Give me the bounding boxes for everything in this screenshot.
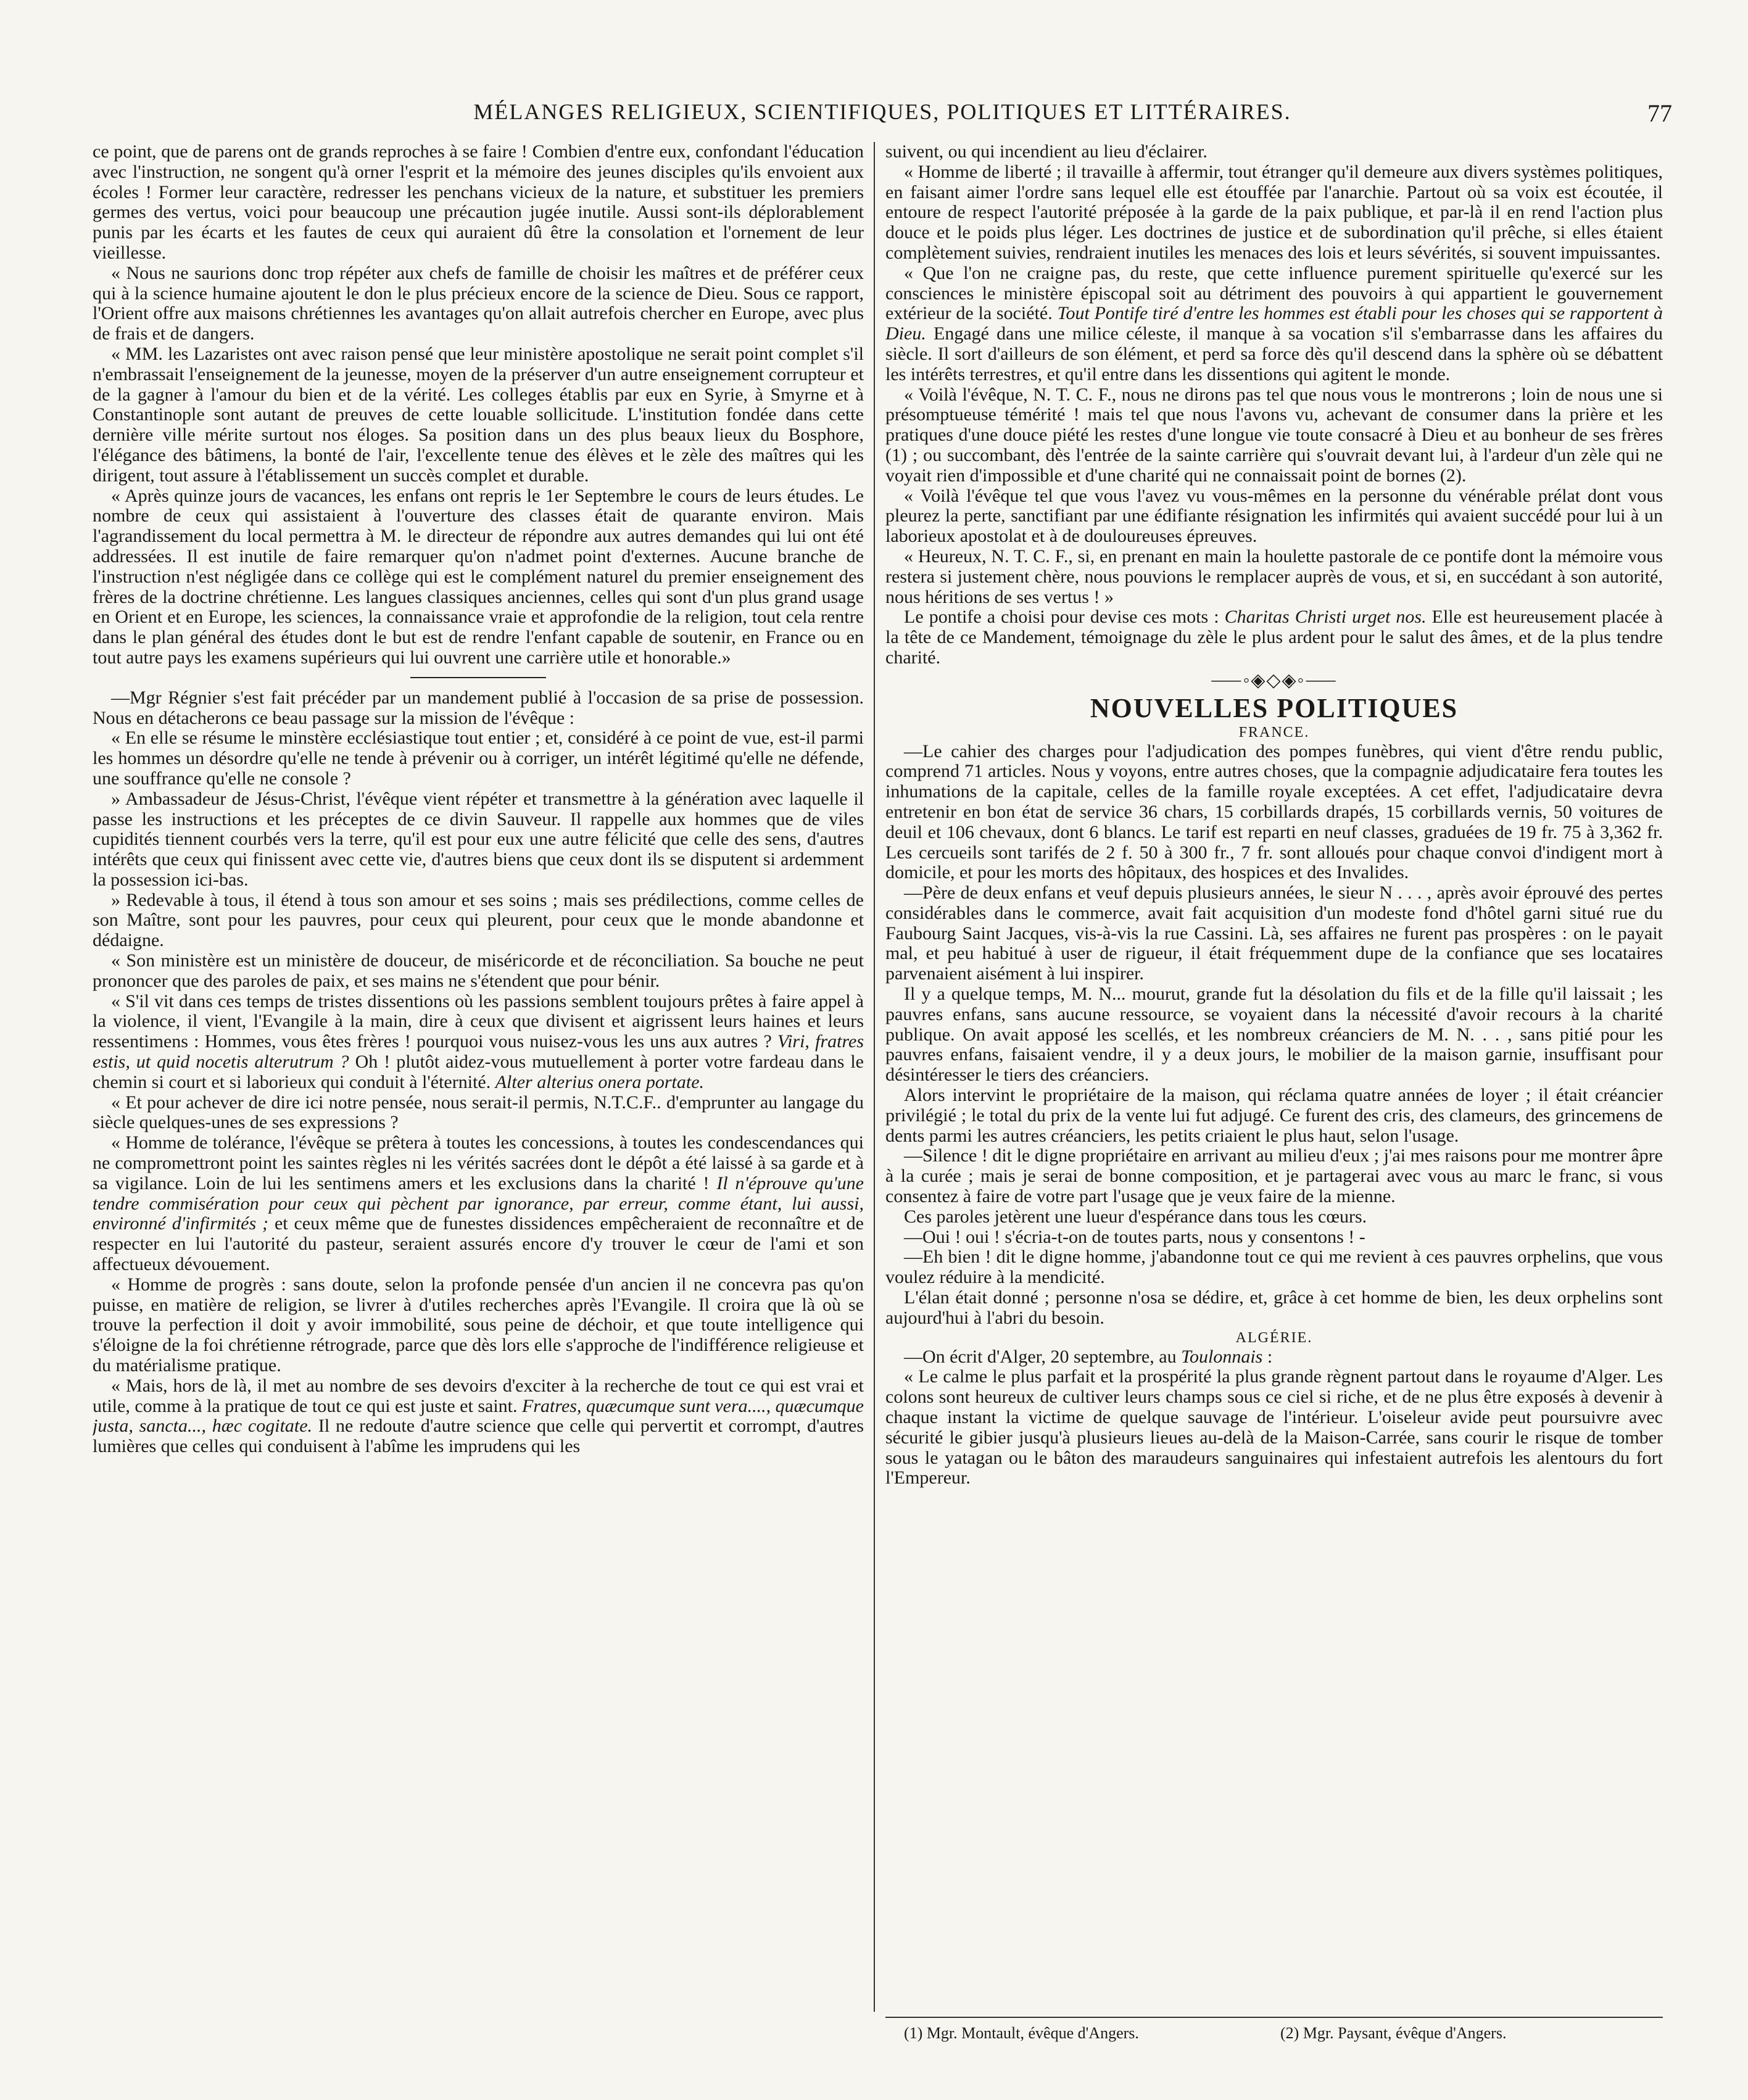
subhead-algerie: ALGÉRIE. [1235,1329,1313,1346]
paragraph: « Nous ne saurions donc trop répéter aux chefs de famille de choisir les maîtres et de préférer ceux qui à la science humaine ajoutent le don le plus précieux encore de la science de Dieu. Sous ce rapport, l'Orient offre aux maisons chrétiennes les avantages qu'on allait autrefois chercher en Europe, avec plus de frais et de dangers. [93,262,864,344]
paragraph: suivent, ou qui incendient au lieu d'éclairer. [885,142,1207,162]
text-run: Le pontife a choisi pour devise ces mots : [904,607,1225,628]
ornament-divider: ⸺◦◈◇◈◦⸺ [1210,670,1338,691]
text-run: : [1262,1346,1273,1367]
page-number: 77 [1647,99,1672,127]
left-column [93,142,864,2061]
text-run: —On écrit d'Alger, 20 septembre, au [904,1346,1182,1367]
paragraph: « Voilà l'évêque tel que vous l'avez vu vous-mêmes en la personne du vénérable prélat dont vous pleurez la perte, sanctifiant par une édifiante résignation les infirmités qui avaient succédé pour lui à un laborieux apostolat et à de douloureuses épreuves. [885,485,1663,547]
newspaper-name: Toulonnais [1181,1346,1263,1367]
footnote-1: (1) Mgr. Montault, évêque d'Angers. [904,2024,1139,2042]
paragraph: —Silence ! dit le digne propriétaire en arrivant au milieu d'eux ; j'ai mes raisons pour me montrer âpre à la curée ; mais je serai de bonne composition, et je partagerai avec vous au marc le franc, si vous consentez à faire de votre part l'usage que je veux faire de la mienne. [885,1145,1663,1207]
paragraph: Il y a quelque temps, M. N... mourut, grande fut la désolation du fils et de la fille qu'il laissait ; les pauvres enfans, sans aucune ressource, se voyaient dans la nécessité d'avoir recours à la charité publique. On avait apposé les scellés, et les nombreux créanciers de M. N. . . , sans pitié pour les pauvres enfans, faisaient vendre, il y a deux jours, le mobilier de la maison garnie, insuffisant pour désintéresser le tiers des créanciers. [885,984,1663,1085]
paragraph: « Et pour achever de dire ici notre pensée, nous serait-il permis, N.T.C.F.. d'emprunter au langage du siècle quelques-unes de ses expressions ? [93,1092,864,1133]
paragraph [885,607,1663,668]
paragraph: » Ambassadeur de Jésus-Christ, l'évêque vient répéter et transmettre à la génération avec laquelle il passe les instructions et les préceptes de ce divin Sauveur. Il rappelle aux hommes que de viles cupidités tiennent courbés vers la terre, qu'il est pour eux une autre félicité que celle des sens, d'autres intérêts que ceux qui finissent avec cette vie, d'autres biens que ceux dont ils se disputent si ardemment la possession ici-bas. [93,788,864,890]
paragraph: —Eh bien ! dit le digne homme, j'abandonne tout ce qui me revient à ces pauvres orphelins, que vous voulez réduire à la mendicité. [885,1247,1663,1288]
paragraph: « Heureux, N. T. C. F., si, en prenant en main la houlette pastorale de ce pontife dont la mémoire vous restera si justement chère, nous pouvions le remplacer auprès de vous, et si, en succédant à son autorité, nous héritions de ses vertus ! » [885,546,1663,607]
latin-quote: Viri, fratres estis, ut quid nocetis alterutrum ? [93,1031,864,1073]
paragraph: Alors intervint le propriétaire de la maison, qui réclama quatre années de loyer ; il était créancier privilégié ; le total du prix de la vente lui fut adjugé. Ce furent des cris, des clameurs, des grincemens de dents parmi les autres créanciers, les petits criaient le plus haut, selon l'usage. [885,1085,1663,1146]
paragraph: Ces paroles jetèrent une lueur d'espérance dans tous les cœurs. [904,1206,1367,1227]
paragraph: —Mgr Régnier s'est fait précéder par un mandement publié à l'occasion de sa prise de possession. Nous en détacherons ce beau passage sur la mission de l'évêque : [93,687,864,728]
paragraph [93,992,864,1093]
text-run: Oh ! plutôt aidez-vous mutuellement à porter votre fardeau dans le chemin si court et si laborieux qui conduit à l'éternité. [93,1052,864,1092]
running-head [93,99,1672,136]
footnote-2: (2) Mgr. Paysant, évêque d'Angers. [1280,2024,1507,2042]
separator-rule [410,677,546,678]
latin-quote: Fratres, quæcumque sunt vera...., quæcumque justa, sancta..., hæc cogitate. [93,1395,864,1437]
right-column [885,142,1663,2061]
paragraph: —Oui ! oui ! s'écria-t-on de toutes parts, nous y consentons ! - [904,1226,1365,1247]
paragraph: —Le cahier des charges pour l'adjudication des pompes funèbres, qui vient d'être rendu public, comprend 71 articles. Nous y voyons, entre autres choses, que la compagnie adjudicataire fera toutes les inhumations de la capitale, celles de la famille royale exceptées. A cet effet, l'adjudicataire devra entretenir en bon état de service 36 chars, 15 corbillards drapés, 15 corbillards vernis, 50 voitures de deuil et 106 chevaux, dont 6 blancs. Le tarif est reparti en neuf classes, graduées de 19 fr. 75 à 3,362 fr. Les cercueils sont tarifés de 2 f. 50 à 300 fr., 7 fr. sont alloués pour chaque convoi d'indigent mort à domicile, et pour les morts des hôpitaux, des hospices et des Invalides. [885,741,1663,883]
paragraph: —Père de deux enfans et veuf depuis plusieurs années, le sieur N . . . , après avoir éprouvé des pertes considérables dans le commerce, avait fait acquisition d'un modeste fond d'hôtel garni situé rue du Faubourg Saint Jacques, vis-à-vis la rue Cassini. Là, ses affaires ne furent pas prospères : on le payait mal, et peu habitué à user de rigueur, il était fréquemment dupe de la confiance que ses locataires parvenaient aisément à lui inspirer. [885,882,1663,984]
paragraph: « Homme de liberté ; il travaille à affermir, tout étranger qu'il demeure aux divers systèmes politiques, en faisant aimer l'ordre sans lequel elle est étouffée par l'anarchie. Partout où sa voix est écoutée, il entoure de respect l'autorité préposée à la garde de la paix publique, et par-là il en rend l'action plus douce et le poids plus léger. Les doctrines de justice et de subordination qu'il prêche, si elles étaient complètement suivies, rendraient inutiles les menaces des lois et leurs sévérités, si souvent impuissantes. [885,161,1663,263]
text-run: « Homme de tolérance, l'évêque se prêtera à toutes les concessions, à toutes les condescendances qui ne compromettront point les saintes règles ni les vérités sacrées dont le dépôt a été laissé à sa garde et à sa vigilance. Loin de lui les sentimens amers et les exclusions dans la charité ! [93,1132,864,1193]
text-run: « Que l'on ne craigne pas, du reste, que cette influence purement spirituelle qu'exercé sur les consciences le ministère épiscopal soit au détriment des pouvoirs à qui appartient le gouvernement extérieur de la société. [885,262,1663,324]
paragraph [885,264,1663,385]
subhead-france: FRANCE. [1238,724,1310,741]
paragraph: « MM. les Lazaristes ont avec raison pensé que leur ministère apostolique ne serait point complet s'il n'embrassait l'enseignement de la jeunesse, moyen de la préserver d'un autre enseignement corrupteur et de la gagner à l'amour du bien et de la vérité. Les colleges établis par eux en Syrie, à Smyrne et à Constantinople sont autant de preuves de cette louable sollicitude. L'institution fondée dans cette dernière ville mérite surtout nos éloges. Sa position dans un des plus beaux lieux du Bosphore, l'élégance des bâtimens, la bonté de l'air, l'excellente tenue des élèves et le zèle des maîtres qui les dirigent, tout assure à l'établissement un succès complet et durable. [93,343,864,486]
text-run: Il ne redoute d'autre science que celle qui pervertit et corrompt, d'autres lumières que celles qui conduisent à l'abîme les imprudens qui les [93,1416,864,1457]
paragraph: « Son ministère est un ministère de douceur, de miséricorde et de réconciliation. Sa bouche ne peut prononcer que des paroles de paix, et ses mains ne s'étendent que pour bénir. [93,950,864,991]
text-run: et ceux même que de funestes dissidences empêcheraient de reconnaître et de respecter en lui l'autorité du pasteur, seraient assurés encore d'y trouver le cœur de l'ami et son affectueux dévouement. [93,1213,864,1275]
footnotes [885,2017,1663,2049]
paragraph [93,1376,864,1457]
text-run: « S'il vit dans ces temps de tristes dissentions où les passions semblent toujours prêtes à faire appel à la violence, il vient, l'Evangile à la main, dire à ceux que divisent et aigrissent leurs haines et leurs ressentimens : Hommes, vous êtes frères ! pourquoi vous nuisez-vous les uns aux autres ? [93,990,864,1052]
latin-quote: Alter alterius onera portate. [495,1071,705,1092]
paragraph: « En elle se résume le minstère ecclésiastique tout entier ; et, considéré à ce point de vue, est-il parmi les hommes un désordre qu'elle ne tende à prévenir ou à corriger, un intérêt légitimé qu'elle ne défende, une souffrance qu'elle ne console ? [93,728,864,789]
paragraph: « Le calme le plus parfait et la prospérité la plus grande règnent partout dans le royaume d'Alger. Les colons sont heureux de cultiver leurs champs sous ce ciel si riche, et de ne plus être exposés à devenir à chaque instant la victime de quelque sauvage de l'intérieur. L'oiseleur avide peut poursuivre avec sécurité le gibier jusqu'à plusieurs lieues au-delà de la Maison-Carrée, sans courir le risque de tomber sous le yatagan ou le bâton des maraudeurs sanguinaires qui infestaient autrefois les alentours du fort l'Empereur. [885,1366,1663,1488]
running-title: MÉLANGES RELIGIEUX, SCIENTIFIQUES, POLITIQUES ET LITTÉRAIRES. [473,99,1291,124]
text-run: « Mais, hors de là, il met au nombre de ses devoirs d'exciter à la recherche de tout ce qui est vrai et utile, comme à la pratique de tout ce qui est juste et saint. [93,1375,864,1416]
italic-run: Tout Pontife tiré d'entre les hommes est établi pour les choses qui se rapportent à Dieu. [885,303,1663,344]
text-run: Engagé dans une milice céleste, il manque à sa vocation s'il s'embarrasse dans les affaires du siècle. Il sort d'ailleurs de son élément, et perd sa force dès qu'il descend dans la sphère où se débattent les intérêts terrestres, et qu'il entre dans les dissentions qui agitent le monde. [885,323,1663,384]
paragraph: « Homme de progrès : sans doute, selon la profonde pensée d'un ancien il ne concevra pas qu'on puisse, en matière de religion, se livrer à d'utiles recherches après l'Evangile. Il croira que là où se trouve la perfection il doit y avoir immobilité, sous peine de déchoir, et que toute intelligence qui s'éloigne de la foi chrétienne rétrograde, parce que dès lors elle s'approche de l'indifférence religieuse et du matérialisme pratique. [93,1274,864,1376]
paragraph: » Redevable à tous, il étend à tous son amour et ses soins ; mais ses prédilections, comme celles de son Maître, sont pour les pauvres, pour ceux qui pleurent, pour ceux que le monde abandonne et dédaigne. [93,889,864,951]
paragraph: « Après quinze jours de vacances, les enfans ont repris le 1er Septembre le cours de leurs études. Le nombre de ceux qui assistaient à l'ouverture des classes était de quarante environ. Mais l'agrandissement du local permettra à M. le directeur de répondre aux autres demandes qui lui ont été addressées. Il est inutile de faire remarquer qu'on n'admet point d'externes. Aucune branche de l'instruction n'est négligée dans ce collège qui est le complément naturel du premier enseignement des frères de la doctrine chrétienne. Les langues classiques anciennes, celles qui sont d'un plus grand usage en Orient et en Europe, les sciences, la connaissance vraie et approfondie de la religion, tout cela rentre dans le plan général des études dont le but est de rendre l'enfant capable de soutenir, en France ou en tout autre pays les examens supérieurs qui lui ouvrent une carrière utile et honorable.» [93,485,864,668]
motto: Charitas Christi urget nos. [1224,607,1427,628]
paragraph: L'élan était donné ; personne n'osa se dédire, et, grâce à cet homme de bien, les deux orphelins sont aujourd'hui à l'abri du besoin. [885,1287,1663,1328]
paragraph: « Voilà l'évêque, N. T. C. F., nous ne dirons pas tel que nous vous le montrerons ; loin de nous une si présomptueuse témérité ! mais tel que nous l'avons vu, achevant de consumer dans la prière et les pratiques d'une douce piété les restes d'une longue vie toute consacré à Dieu et au bonheur de ses frères (1) ; ou succombant, dès l'entrée de la sainte carrière qui s'ouvrait devant lui, à l'ardeur d'un zèle qui ne voyait rien d'impossible et d'une charité qui ne connaissait point de bornes (2). [885,384,1663,486]
paragraph [93,1133,864,1275]
section-title: NOUVELLES POLITIQUES [1090,692,1459,723]
paragraph: ce point, que de parens ont de grands reproches à se faire ! Combien d'entre eux, confondant l'éducation avec l'instruction, ne songent qu'à orner l'esprit et la mémoire des jeunes disciples qu'ils envoient aux écoles ! Former leur caractère, redresser les penchans vicieux de la nature, et substituer les premiers germes des vertus, voici pour beaucoup une précaution jugée inutile. Aussi sont-ils déplorablement punis par les écarts et les fautes de ceux qui auraient dû être la consolation et l'ornement de leur vieillesse. [93,142,864,263]
paragraph [885,1347,1663,1367]
column-divider [874,142,875,2012]
text-run: Elle est heureusement placée à la tête de ce Mandement, témoignage du zèle le plus ardent pour le salut des âmes, et de la plus tendre charité. [885,607,1663,668]
italic-run: Il n'éprouve qu'une tendre commisération pour ceux qui pèchent par ignorance, par erreur, comme étant, lui aussi, environné d'infirmités ; [93,1172,864,1234]
